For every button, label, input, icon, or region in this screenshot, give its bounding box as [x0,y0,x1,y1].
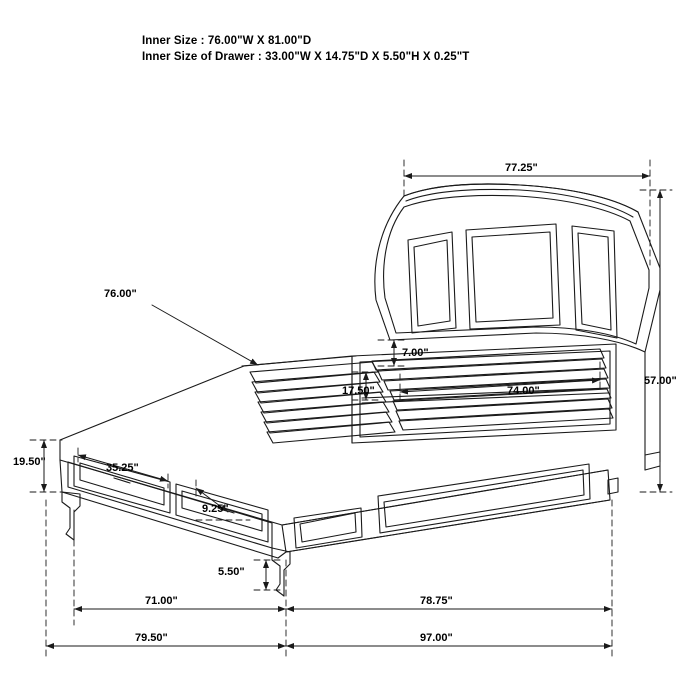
inner-size-note: Inner Size : 76.00"W X 81.00"D [142,35,312,47]
drawer-side-group [60,356,356,596]
dim-deck-height: 19.50" [13,456,46,468]
dim-drawer-front-width: 35.25" [106,462,139,474]
dim-side-rail-length: 78.75" [420,595,453,607]
dim-drawer-run-length: 71.00" [145,595,178,607]
dim-deck-width: 74.00" [507,385,540,397]
dim-slat-to-headboard: 7.00" [402,347,429,359]
dim-drawer-depth: 9.25" [202,503,229,515]
dim-overall-height: 57.00" [644,375,677,387]
dim-overall-length: 97.00" [420,632,453,644]
dim-headboard-width: 77.25" [505,162,538,174]
inner-drawer-size-note: Inner Size of Drawer : 33.00"W X 14.75"D X 5.50"H X 0.25"T [142,51,470,63]
slat-deck-group [242,344,616,443]
dim-leg-height: 5.50" [218,566,245,578]
dim-mattress-length: 76.00" [104,288,137,300]
dim-base-length: 79.50" [135,632,168,644]
dim-slat-spacing: 17.50" [342,385,375,397]
headboard-group [375,184,660,494]
side-rail-group [282,462,610,552]
